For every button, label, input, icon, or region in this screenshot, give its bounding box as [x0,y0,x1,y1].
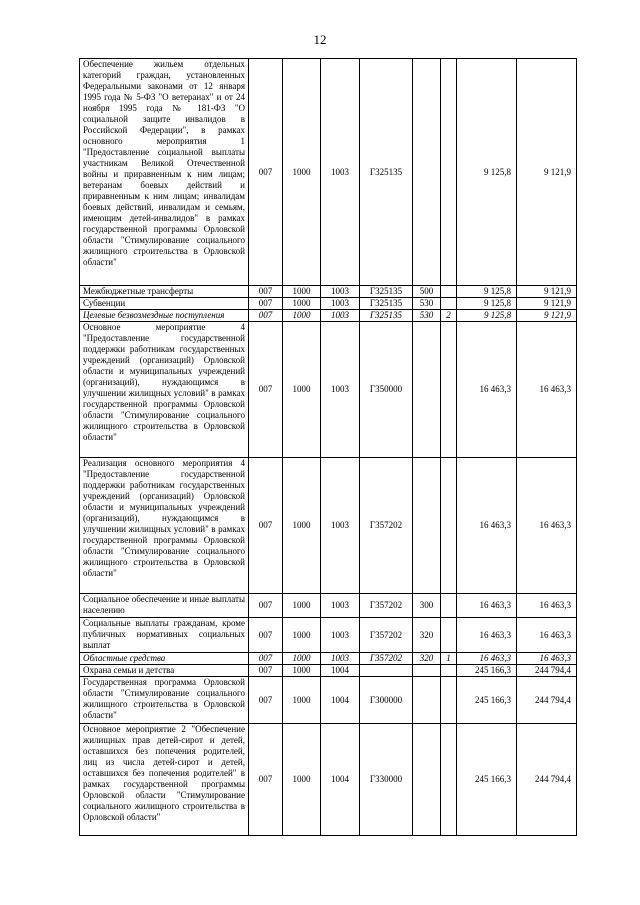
cell-ministry: 007 [249,724,283,836]
cell-expense-type: 300 [413,594,441,618]
cell-subsection: 1003 [321,653,360,665]
cell-subsection: 1003 [321,594,360,618]
cell-ministry: 007 [249,594,283,618]
cell-source: 2 [441,310,457,322]
cell-expense-type [413,322,441,458]
row-name: Социальное обеспечение и иные выплаты населению [80,594,249,618]
cell-amount-1: 245 166,3 [457,665,517,677]
cell-subsection: 1003 [321,286,360,298]
cell-amount-1: 245 166,3 [457,677,517,724]
cell-target-article: Г325135 [360,286,413,298]
cell-section: 1000 [283,665,321,677]
cell-source [441,322,457,458]
table-row [80,724,577,836]
cell-section: 1000 [283,458,321,594]
page-number: 12 [313,32,327,47]
cell-section: 1000 [283,594,321,618]
table-row [80,59,577,286]
cell-source [441,594,457,618]
cell-expense-type: 320 [413,618,441,653]
cell-ministry: 007 [249,59,283,286]
cell-amount-1: 245 166,3 [457,724,517,836]
cell-section: 1000 [283,286,321,298]
cell-section: 1000 [283,653,321,665]
cell-ministry: 007 [249,458,283,594]
table-row [80,677,577,724]
cell-amount-2: 9 121,9 [517,310,577,322]
row-name: Целевые безвозмездные поступления [80,310,249,322]
cell-amount-1: 16 463,3 [457,594,517,618]
cell-ministry: 007 [249,653,283,665]
cell-source [441,677,457,724]
cell-target-article: Г325135 [360,298,413,310]
cell-amount-1: 9 125,8 [457,310,517,322]
cell-section: 1000 [283,310,321,322]
cell-target-article: Г357202 [360,594,413,618]
cell-amount-2: 9 121,9 [517,59,577,286]
cell-subsection: 1003 [321,618,360,653]
cell-expense-type: 320 [413,653,441,665]
row-name: Реализация основного мероприятия 4 "Предоставление государственной поддержки работникам государственных учреждений (организаций) Орловской области и муниципальных учреждений (организаций), нуждающимся в улучшении жилищных условий" в рамках государственной программы Орловской области "Стимулирование социального жилищного строительства в Орловской области" [80,458,249,594]
cell-amount-1: 9 125,8 [457,59,517,286]
cell-amount-1: 9 125,8 [457,298,517,310]
cell-source: 1 [441,653,457,665]
cell-source [441,618,457,653]
table-row [80,653,577,665]
table-row [80,322,577,458]
cell-expense-type: 530 [413,298,441,310]
cell-expense-type [413,59,441,286]
row-name: Обеспечение жильем отдельных категорий граждан, установленных Федеральными законами от 12 января 1995 года № 5-ФЗ "О ветеранах" и от 24 ноября 1995 года № 181-ФЗ "О социальной защите инвалидов в Российской Федерации", в рамках основного мероприятия 1 "Предоставление социальной выплаты участникам Великой Отечественной войны и приравненным к ним лицам; ветеранам боевых действий и приравненным к ним лицам; инвалидам боевых действий, инвалидам и семьям, имеющим детей-инвалидов" в рамках государственной программы Орловской области "Стимулирование социального жилищного строительства в Орловской области" [80,59,249,286]
cell-ministry: 007 [249,665,283,677]
cell-expense-type: 530 [413,310,441,322]
table-row [80,286,577,298]
cell-expense-type: 500 [413,286,441,298]
cell-amount-2: 244 794,4 [517,677,577,724]
cell-ministry: 007 [249,618,283,653]
cell-target-article: Г325135 [360,59,413,286]
cell-subsection: 1003 [321,322,360,458]
row-name: Охрана семьи и детства [80,665,249,677]
cell-amount-1: 16 463,3 [457,653,517,665]
row-name: Субвенции [80,298,249,310]
cell-section: 1000 [283,724,321,836]
cell-expense-type [413,665,441,677]
cell-source [441,59,457,286]
cell-subsection: 1003 [321,458,360,594]
row-name: Социальные выплаты гражданам, кроме публичных нормативных социальных выплат [80,618,249,653]
cell-subsection: 1003 [321,59,360,286]
table-row [80,298,577,310]
cell-subsection: 1003 [321,298,360,310]
cell-amount-1: 16 463,3 [457,322,517,458]
cell-section: 1000 [283,59,321,286]
cell-section: 1000 [283,322,321,458]
row-name: Основное мероприятие 4 "Предоставление государственной поддержки работникам государственных учреждений (организаций) Орловской области и муниципальных учреждений (организаций), нуждающимся в улучшении жилищных условий" в рамках государственной программы Орловской области "Стимулирование социального жилищного строительства в Орловской области" [80,322,249,458]
cell-target-article: Г330000 [360,724,413,836]
cell-expense-type [413,677,441,724]
cell-target-article: Г325135 [360,310,413,322]
row-name: Областные средства [80,653,249,665]
cell-amount-2: 16 463,3 [517,594,577,618]
cell-target-article: Г357202 [360,458,413,594]
cell-subsection: 1004 [321,665,360,677]
cell-amount-1: 16 463,3 [457,618,517,653]
cell-target-article: Г357202 [360,618,413,653]
cell-expense-type [413,458,441,594]
cell-amount-1: 9 125,8 [457,286,517,298]
cell-subsection: 1004 [321,724,360,836]
cell-source [441,298,457,310]
row-name: Межбюджетные трансферты [80,286,249,298]
cell-source [441,665,457,677]
cell-amount-2: 16 463,3 [517,653,577,665]
table-row [80,618,577,653]
cell-ministry: 007 [249,322,283,458]
cell-source [441,458,457,594]
cell-amount-2: 9 121,9 [517,286,577,298]
cell-target-article: Г350000 [360,322,413,458]
cell-ministry: 007 [249,310,283,322]
cell-ministry: 007 [249,286,283,298]
cell-amount-2: 16 463,3 [517,322,577,458]
table-row [80,594,577,618]
cell-expense-type [413,724,441,836]
cell-amount-1: 16 463,3 [457,458,517,594]
cell-source [441,286,457,298]
cell-section: 1000 [283,618,321,653]
cell-subsection: 1003 [321,310,360,322]
cell-subsection: 1004 [321,677,360,724]
table-row [80,665,577,677]
cell-amount-2: 9 121,9 [517,298,577,310]
row-name: Основное мероприятие 2 "Обеспечение жилищных прав детей-сирот и детей, оставшихся без попечения родителей, лиц из числа детей-сирот и детей, оставшихся без попечения родителей" в рамках государственной программы Орловской области "Стимулирование социального жилищного строительства в Орловской области" [80,724,249,836]
cell-section: 1000 [283,677,321,724]
cell-target-article [360,665,413,677]
cell-target-article: Г300000 [360,677,413,724]
cell-section: 1000 [283,298,321,310]
budget-table [79,58,577,836]
cell-amount-2: 244 794,4 [517,724,577,836]
cell-ministry: 007 [249,677,283,724]
table-row [80,310,577,322]
cell-source [441,724,457,836]
table-row [80,458,577,594]
cell-target-article: Г357202 [360,653,413,665]
cell-amount-2: 16 463,3 [517,458,577,594]
cell-amount-2: 244 794,4 [517,665,577,677]
row-name: Государственная программа Орловской области "Стимулирование социального жилищного строительства в Орловской области" [80,677,249,724]
cell-amount-2: 16 463,3 [517,618,577,653]
cell-ministry: 007 [249,298,283,310]
